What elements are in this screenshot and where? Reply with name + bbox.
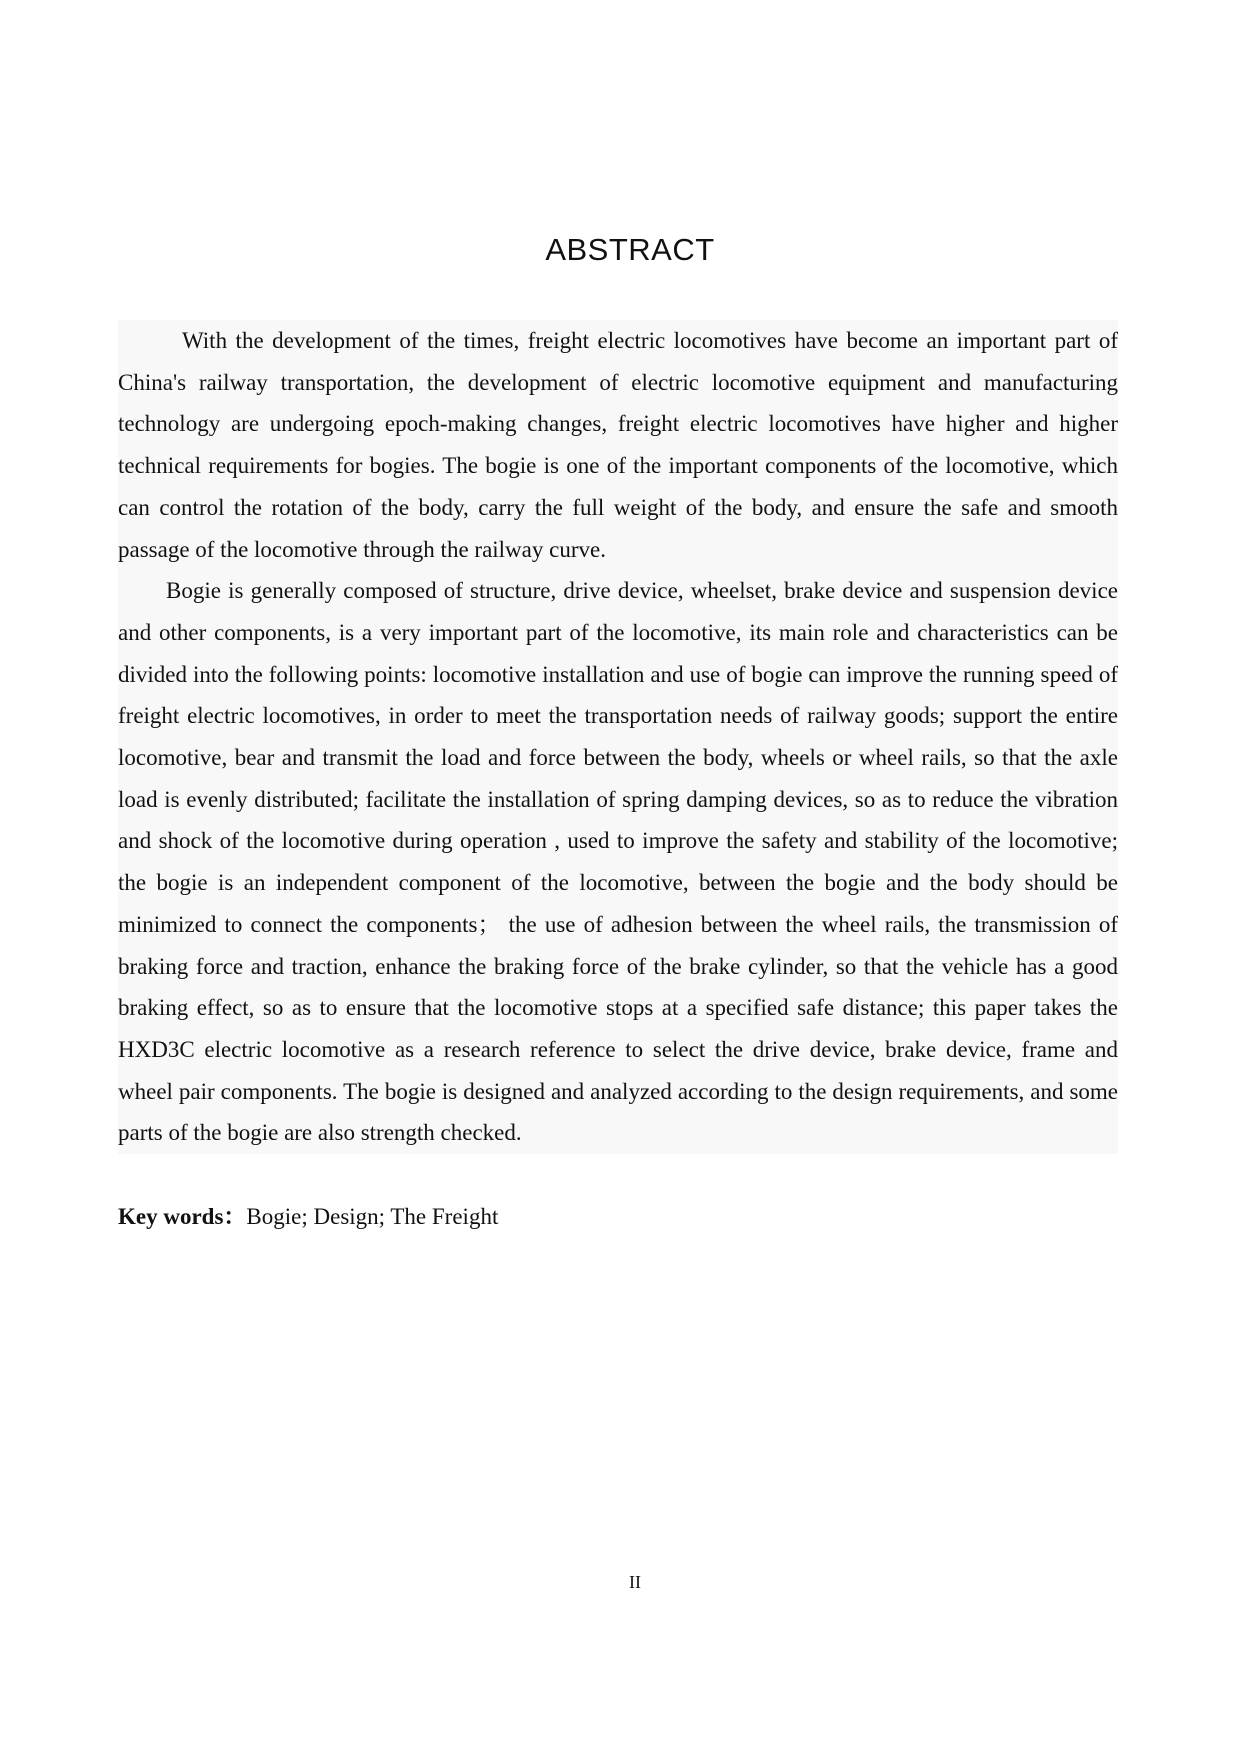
keywords-line [118, 1196, 1118, 1238]
abstract-paragraph-1: With the development of the times, freight electric locomotives have become an important part of China's railway transportation, the development of electric locomotive equipment and manufacturing technology are undergoing epoch-making changes, freight electric locomotives have higher and higher technical requirements for bogies. The bogie is one of the important components of the locomotive, which can control the rotation of the body, carry the full weight of the body, and ensure the safe and smooth passage of the locomotive through the railway curve. [118, 328, 1118, 562]
keywords-label: Key words： [118, 1204, 247, 1229]
page-number: II [629, 1572, 641, 1592]
abstract-title: ABSTRACT [545, 232, 715, 267]
abstract-paragraph-2: Bogie is generally composed of structure, drive device, wheelset, brake device and suspension device and other components, is a very important part of the locomotive, its main role and characteristics can be divided into the following points: locomotive installation and use of bogie can improve the running speed of freight electric locomotives, in order to meet the transportation needs of railway goods; support the entire locomotive, bear and transmit the load and force between the body, wheels or wheel rails, so that the axle load is evenly distributed; facilitate the installation of spring damping devices, so as to reduce the vibration and shock of the locomotive during operation , used to improve the safety and stability of the locomotive; the bogie is an independent component of the locomotive, between the bogie and the body should be minimized to connect the components； the use of adhesion between the wheel rails, the transmission of braking force and traction, enhance the braking force of the brake cylinder, so that the vehicle has a good braking effect, so as to ensure that the locomotive stops at a specified safe distance; this paper takes the HXD3C electric locomotive as a research reference to select the drive device, brake device, frame and wheel pair components. The bogie is designed and analyzed according to the design requirements, and some parts of the bogie are also strength checked. [118, 578, 1118, 1146]
keywords-value: Bogie; Design; The Freight [246, 1204, 499, 1229]
abstract-body [118, 320, 1118, 1154]
